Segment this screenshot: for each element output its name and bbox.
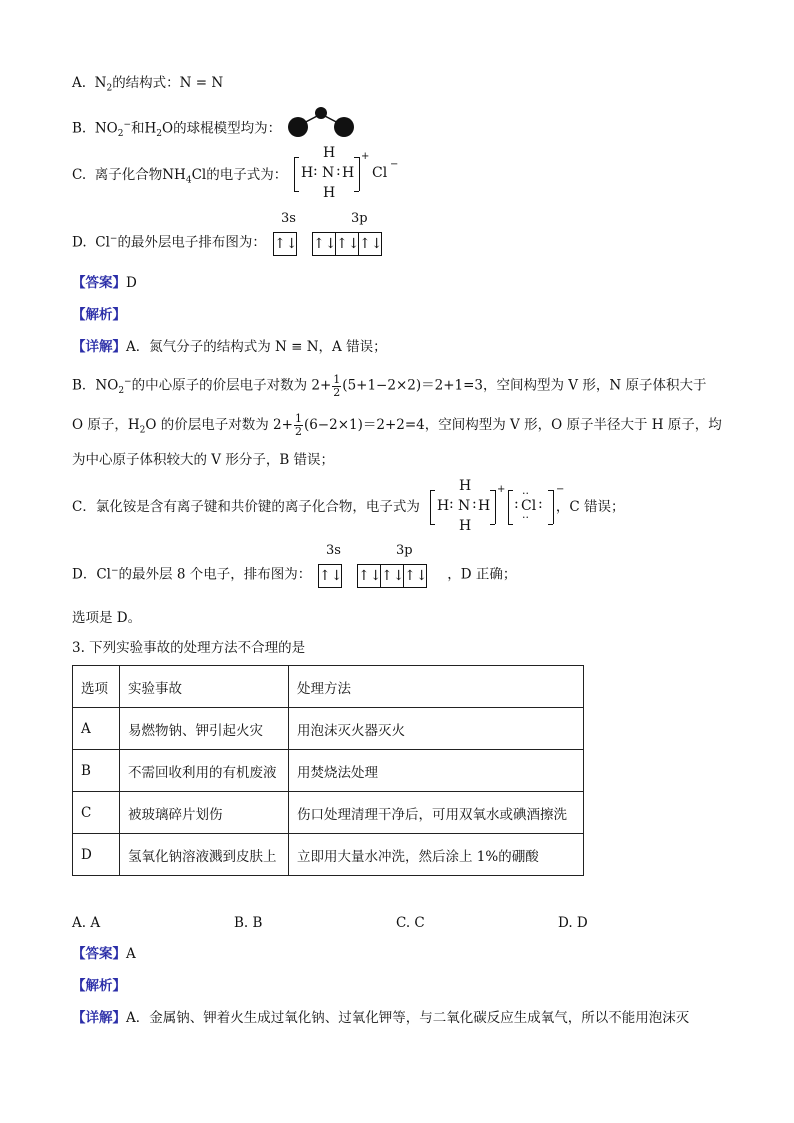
detail-b-1: B．$NO_2^-$的中心原子的价层电子对数为 2+ $\frac{1}{2}$ (5+1−2×2)＝2+1=3，空间构型为 V 形，N 原子体积大于 <box>72 372 707 399</box>
orbital-3s-detail <box>318 564 342 588</box>
accident-table <box>72 665 584 876</box>
option-b: B. $NO_2^-$和$H_2O$的球棍模型均为： <box>72 120 282 140</box>
orbital-arrow: ↑↓ <box>313 236 337 252</box>
orbital-arrow: ↑↓ <box>358 233 381 255</box>
detail-b-3: 为中心原子体积较大的 V 形分子，B 错误； <box>72 452 335 468</box>
detail-d: D．Cl−的最外层 8 个电子，排布图为： ，D 正确； <box>72 566 517 583</box>
choice-b: B. B <box>234 915 263 931</box>
electron-formula-detail: H H : N : H H + ·· : Cl : ·· − <box>430 478 570 538</box>
table-row: D 氢氧化钠溶液溅到皮肤上 立即用大量水冲洗，然后涂上 1%的硼酸 <box>73 834 584 876</box>
orbital-arrow: ↑↓ <box>358 568 382 584</box>
orbital-3p-option <box>312 232 382 256</box>
orbital-arrow: ↑↓ <box>274 236 298 252</box>
analysis-2: 【解析】 <box>72 978 126 994</box>
choice-a: A. A <box>72 915 101 931</box>
orbital-arrow: ↑↓ <box>403 565 426 587</box>
detail-a: 【详解】A．氮气分子的结构式为 N ≡ N，A 错误； <box>72 339 387 355</box>
detail-b-2: O 原子，$H_2O$ 的价层电子对数为 2+ $\frac{1}{2}$ (6−2×1)＝2+2=4，空间构型为 V 形，O 原子半径大于 H 原子，均 <box>72 412 722 438</box>
orbital-arrow: ↑↓ <box>335 233 358 255</box>
orbital-3p-detail <box>357 564 427 588</box>
option-c: C. 离子化合物$NH_4Cl$的电子式为： <box>72 167 288 186</box>
orbital-arrow: ↑↓ <box>319 568 343 584</box>
table-row: A 易燃物钠、钾引起火灾 用泡沫灭火器灭火 <box>73 708 584 750</box>
question-3: 3. 下列实验事故的处理方法不合理的是 <box>72 640 306 656</box>
detail-c: C．氯化铵是含有离子键和共价键的离子化合物，电子式为 ，C 错误； <box>72 499 625 515</box>
orbital-3s-option <box>273 232 297 256</box>
choice-conclusion: 选项是 D。 <box>72 610 142 626</box>
answer-2: 【答案】A <box>72 946 136 962</box>
table-header-row: 选项 实验事故 处理方法 <box>73 666 584 708</box>
detail-a-2: 【详解】A．金属钠、钾着火生成过氧化钠、过氧化钾等，与二氧化碳反应生成氧气，所以不能用泡沫灭 <box>72 1010 690 1026</box>
table-row: C 被玻璃碎片划伤 伤口处理清理干净后，可用双氧水或碘酒擦洗 <box>73 792 584 834</box>
ball-stick-model <box>286 106 358 138</box>
answer-1: 【答案】D <box>72 275 137 291</box>
orbital-arrow: ↑↓ <box>380 565 403 587</box>
option-a: A. $N_2$的结构式：N = N <box>72 75 224 94</box>
analysis-1: 【解析】 <box>72 307 126 323</box>
table-row: B 不需回收利用的有机废液 用焚烧法处理 <box>73 750 584 792</box>
choice-d: D. D <box>558 915 588 931</box>
choice-c: C. C <box>396 915 425 931</box>
option-d: D. Cl−的最外层电子排布图为： <box>72 234 266 251</box>
electron-formula-c: H H : N : H H + Cl − <box>294 145 404 205</box>
